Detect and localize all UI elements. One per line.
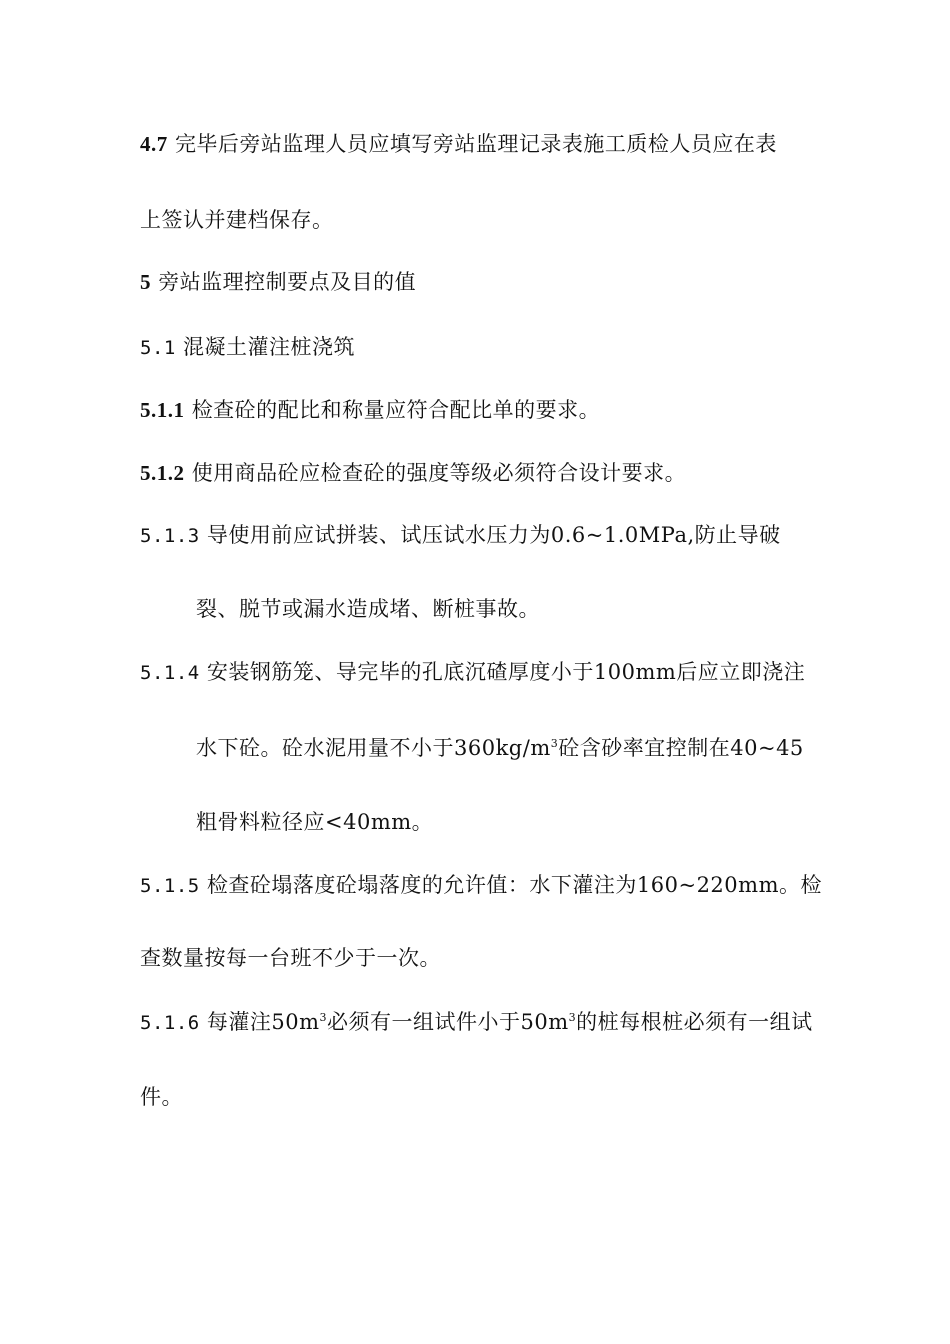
section-number: 5.1.6 [140, 1012, 200, 1034]
item-text: 裂、脱节或漏水造成堵、断桩事故。 [196, 597, 540, 621]
section-number: 5.1.1 [140, 398, 185, 422]
item-text: 查数量按每一台班不少于一次。 [140, 946, 441, 970]
item-5-1-6-line-2 [140, 1083, 183, 1111]
item-text: 砼含砂率宜控制在40~45 [558, 736, 804, 760]
paragraph-4-7-line-1 [140, 130, 777, 158]
item-text: 件。 [140, 1085, 183, 1109]
item-5-1-4-line-1 [140, 658, 805, 687]
item-5-1-3-line-2 [196, 595, 540, 623]
heading-5 [140, 268, 416, 296]
paragraph-4-7-line-2 [140, 206, 334, 234]
item-5-1-6-line-1 [140, 1008, 813, 1037]
section-number: 5.1.2 [140, 461, 185, 485]
item-5-1-4-line-3 [196, 808, 433, 836]
heading-text: 混凝土灌注桩浇筑 [183, 335, 356, 359]
item-5-1-3-line-1 [140, 521, 781, 550]
superscript: 3 [568, 1011, 577, 1024]
item-text: 水下砼。砼水泥用量不小于360kg/m [196, 736, 551, 760]
item-text: 检查砼的配比和称量应符合配比单的要求。 [191, 398, 601, 422]
section-number: 5.1.3 [140, 525, 200, 547]
item-text: 使用商品砼应检查砼的强度等级必须符合设计要求。 [191, 461, 687, 485]
section-number: 5 [140, 270, 151, 294]
item-text: 粗骨料粒径应<40mm。 [196, 810, 434, 834]
section-number: 4.7 [140, 132, 168, 156]
item-5-1-5-line-1 [140, 871, 822, 900]
item-text: 安装钢筋笼、导完毕的孔底沉碴厚度小于100mm后应立即浇注 [206, 660, 806, 684]
item-text: 的桩每根桩必须有一组试 [576, 1010, 813, 1034]
section-number: 5.1 [140, 337, 176, 359]
paragraph-text: 上签认并建档保存。 [140, 208, 334, 232]
heading-text: 旁站监理控制要点及目的值 [158, 270, 417, 294]
item-5-1-5-line-2 [140, 944, 441, 972]
item-text: 导使用前应试拼装、试压试水压力为0.6~1.0MPa,防止导破 [206, 523, 781, 547]
superscript: 3 [550, 737, 559, 750]
item-text: 每灌注50m [206, 1010, 320, 1034]
item-5-1-2 [140, 459, 686, 487]
section-number: 5.1.4 [140, 662, 200, 684]
section-number: 5.1.5 [140, 875, 200, 897]
item-5-1-4-line-2 [196, 734, 804, 762]
superscript: 3 [319, 1011, 328, 1024]
item-text: 必须有一组试件小于50m [327, 1010, 569, 1034]
heading-5-1 [140, 333, 355, 362]
item-text: 检查砼塌落度砼塌落度的允许值：水下灌注为160~220mm。检 [206, 873, 822, 897]
paragraph-text: 完毕后旁站监理人员应填写旁站监理记录表施工质检人员应在表 [174, 132, 777, 156]
item-5-1-1 [140, 396, 600, 424]
